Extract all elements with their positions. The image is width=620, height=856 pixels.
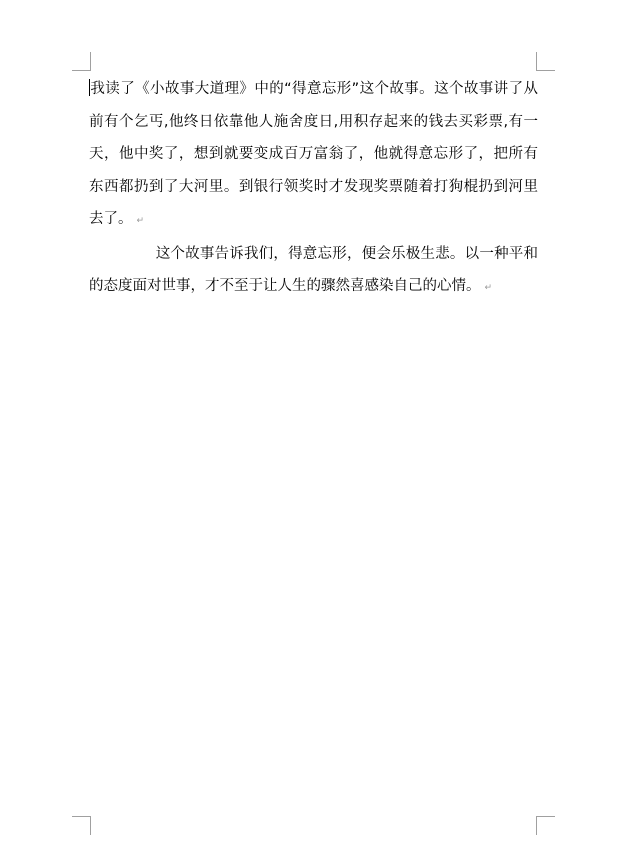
paragraph-1-text: 我读了《小故事大道理》中的“得意忘形”这个故事。这个故事讲了从前有个乞丐,他终日依靠他人施舍度日,用积存起来的钱去买彩票,有一天，他中奖了，想到就要变成百万富翁了，他就得意忘形了，把所有东西都扔到了大河里。到银行领奖时才发现奖票随着打狗棍扔到河里去了。 — [89, 81, 538, 227]
paragraph-2-text: 这个故事告诉我们，得意忘形，便会乐极生悲。以一种平和的态度面对世事，才不至于让人生的骤然喜感染自己的心情。 — [89, 245, 538, 294]
crop-mark-bottom-left — [72, 816, 91, 835]
document-body[interactable] — [89, 73, 538, 305]
paragraph-mark: ↵ — [484, 283, 493, 293]
crop-mark-top-left — [72, 52, 91, 71]
paragraph-mark: ↵ — [136, 216, 145, 226]
paragraph-1[interactable] — [89, 73, 538, 238]
crop-mark-bottom-right — [536, 816, 555, 835]
paragraph-2[interactable] — [89, 238, 538, 305]
crop-mark-top-right — [536, 52, 555, 71]
